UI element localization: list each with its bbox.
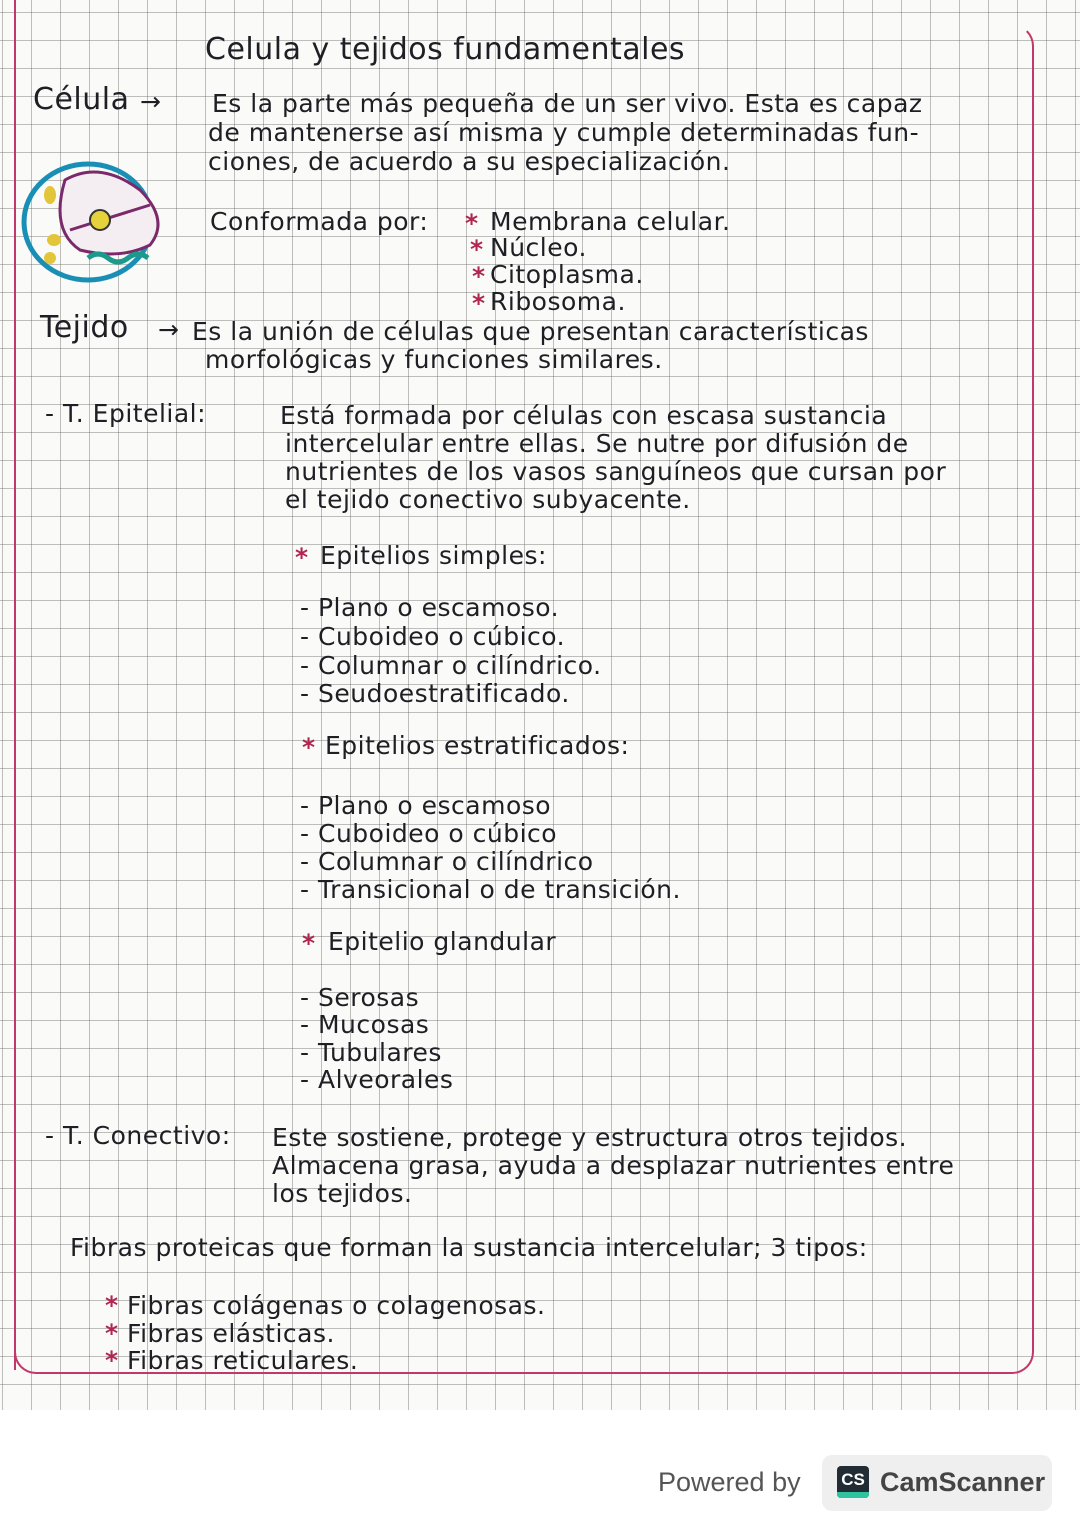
- list-item: [300, 848, 594, 876]
- list-item: [105, 1347, 358, 1375]
- component-item: Membrana celular.: [490, 207, 731, 236]
- item-text: Columnar o cilíndrico.: [317, 651, 602, 680]
- tejido-term: Tejido: [40, 310, 129, 345]
- asterisk-icon: *: [470, 235, 484, 264]
- list-item: [300, 984, 419, 1012]
- fibras-intro: Fibras proteicas que forman la sustancia intercelular; 3 tipos:: [70, 1233, 868, 1262]
- item-text: Cuboideo o cúbico: [317, 819, 558, 848]
- list-item: [300, 623, 565, 651]
- item-text: Mucosas: [317, 1010, 430, 1039]
- tejido-line: morfológicas y funciones similares.: [205, 345, 663, 374]
- list-item: [300, 820, 557, 848]
- celula-line: Es la parte más pequeña de un ser vivo. Esta es capaz: [212, 89, 923, 118]
- epitelial-line: Está formada por células con escasa sustancia: [280, 401, 888, 430]
- item-text: Plano o escamoso.: [317, 593, 560, 622]
- dash-icon: -: [300, 1038, 310, 1067]
- list-item: [300, 876, 681, 904]
- list-item: [300, 1066, 453, 1094]
- list-item: [105, 1292, 545, 1320]
- asterisk-icon: *: [105, 1346, 119, 1375]
- dash-icon: -: [300, 847, 310, 876]
- epitelial-line: el tejido conectivo subyacente.: [285, 485, 691, 514]
- item-text: Fibras elásticas.: [127, 1319, 335, 1348]
- list-item: [300, 680, 570, 708]
- epitelial-line: nutrientes de los vasos sanguíneos que cursan por: [285, 457, 947, 486]
- conectivo-line: Almacena grasa, ayuda a desplazar nutrientes entre: [272, 1151, 955, 1180]
- dash-icon: -: [300, 791, 310, 820]
- conformada-label: Conformada por:: [210, 207, 429, 236]
- celula-term: Célula: [33, 82, 130, 117]
- celula-line: ciones, de acuerdo a su especialización.: [208, 147, 731, 176]
- camscanner-brand: CamScanner: [880, 1467, 1046, 1497]
- asterisk-icon: *: [302, 733, 316, 762]
- item-text: Cuboideo o cúbico.: [317, 622, 566, 651]
- dash-icon: -: [300, 593, 310, 622]
- item-text: Fibras colágenas o colagenosas.: [127, 1291, 546, 1320]
- component-item: Citoplasma.: [490, 260, 644, 289]
- item-text: Fibras reticulares.: [127, 1346, 359, 1375]
- item-text: Columnar o cilíndrico: [317, 847, 594, 876]
- group-title: Epitelios estratificados:: [325, 731, 630, 760]
- item-text: Alveorales: [317, 1065, 454, 1094]
- list-item: [300, 1039, 442, 1067]
- list-item: [300, 652, 602, 680]
- asterisk-icon: *: [465, 209, 479, 238]
- asterisk-icon: *: [295, 543, 309, 572]
- conectivo-line: los tejidos.: [272, 1179, 413, 1208]
- asterisk-icon: *: [105, 1319, 119, 1348]
- item-text: Seudoestratificado.: [317, 679, 570, 708]
- tejido-line: Es la unión de células que presentan características: [192, 317, 869, 346]
- cell-drawing-icon: [10, 150, 170, 290]
- dash-icon: -: [300, 1010, 310, 1039]
- dash-icon: -: [300, 1065, 310, 1094]
- epitelial-heading: - T. Epitelial:: [45, 399, 207, 428]
- arrow-icon: →: [140, 87, 162, 116]
- conectivo-heading: - T. Conectivo:: [45, 1121, 231, 1150]
- camscanner-logo-icon: CS: [837, 1466, 869, 1498]
- list-item: [300, 1011, 429, 1039]
- dash-icon: -: [300, 875, 310, 904]
- dash-icon: -: [300, 819, 310, 848]
- powered-by-text: Powered by: [658, 1467, 801, 1497]
- item-text: Tubulares: [317, 1038, 442, 1067]
- list-item: [300, 792, 551, 820]
- list-item: [300, 594, 559, 622]
- asterisk-icon: *: [472, 289, 486, 318]
- dash-icon: -: [300, 622, 310, 651]
- group-title: Epitelios simples:: [320, 541, 547, 570]
- group-title: Epitelio glandular: [328, 927, 557, 956]
- dash-icon: -: [300, 651, 310, 680]
- item-text: Transicional o de transición.: [317, 875, 681, 904]
- asterisk-icon: *: [105, 1291, 119, 1320]
- page-title: Celula y tejidos fundamentales: [205, 32, 686, 67]
- arrow-icon: →: [158, 315, 180, 344]
- item-text: Plano o escamoso: [317, 791, 552, 820]
- celula-line: de mantenerse así misma y cumple determinadas fun-: [208, 118, 920, 147]
- asterisk-icon: *: [302, 929, 316, 958]
- dash-icon: -: [300, 983, 310, 1012]
- epitelial-line: intercelular entre ellas. Se nutre por difusión de: [285, 429, 909, 458]
- component-item: Núcleo.: [490, 233, 587, 262]
- item-text: Serosas: [317, 983, 420, 1012]
- conectivo-line: Este sostiene, protege y estructura otros tejidos.: [272, 1123, 908, 1152]
- component-item: Ribosoma.: [490, 287, 626, 316]
- list-item: [105, 1320, 335, 1348]
- dash-icon: -: [300, 679, 310, 708]
- asterisk-icon: *: [472, 262, 486, 291]
